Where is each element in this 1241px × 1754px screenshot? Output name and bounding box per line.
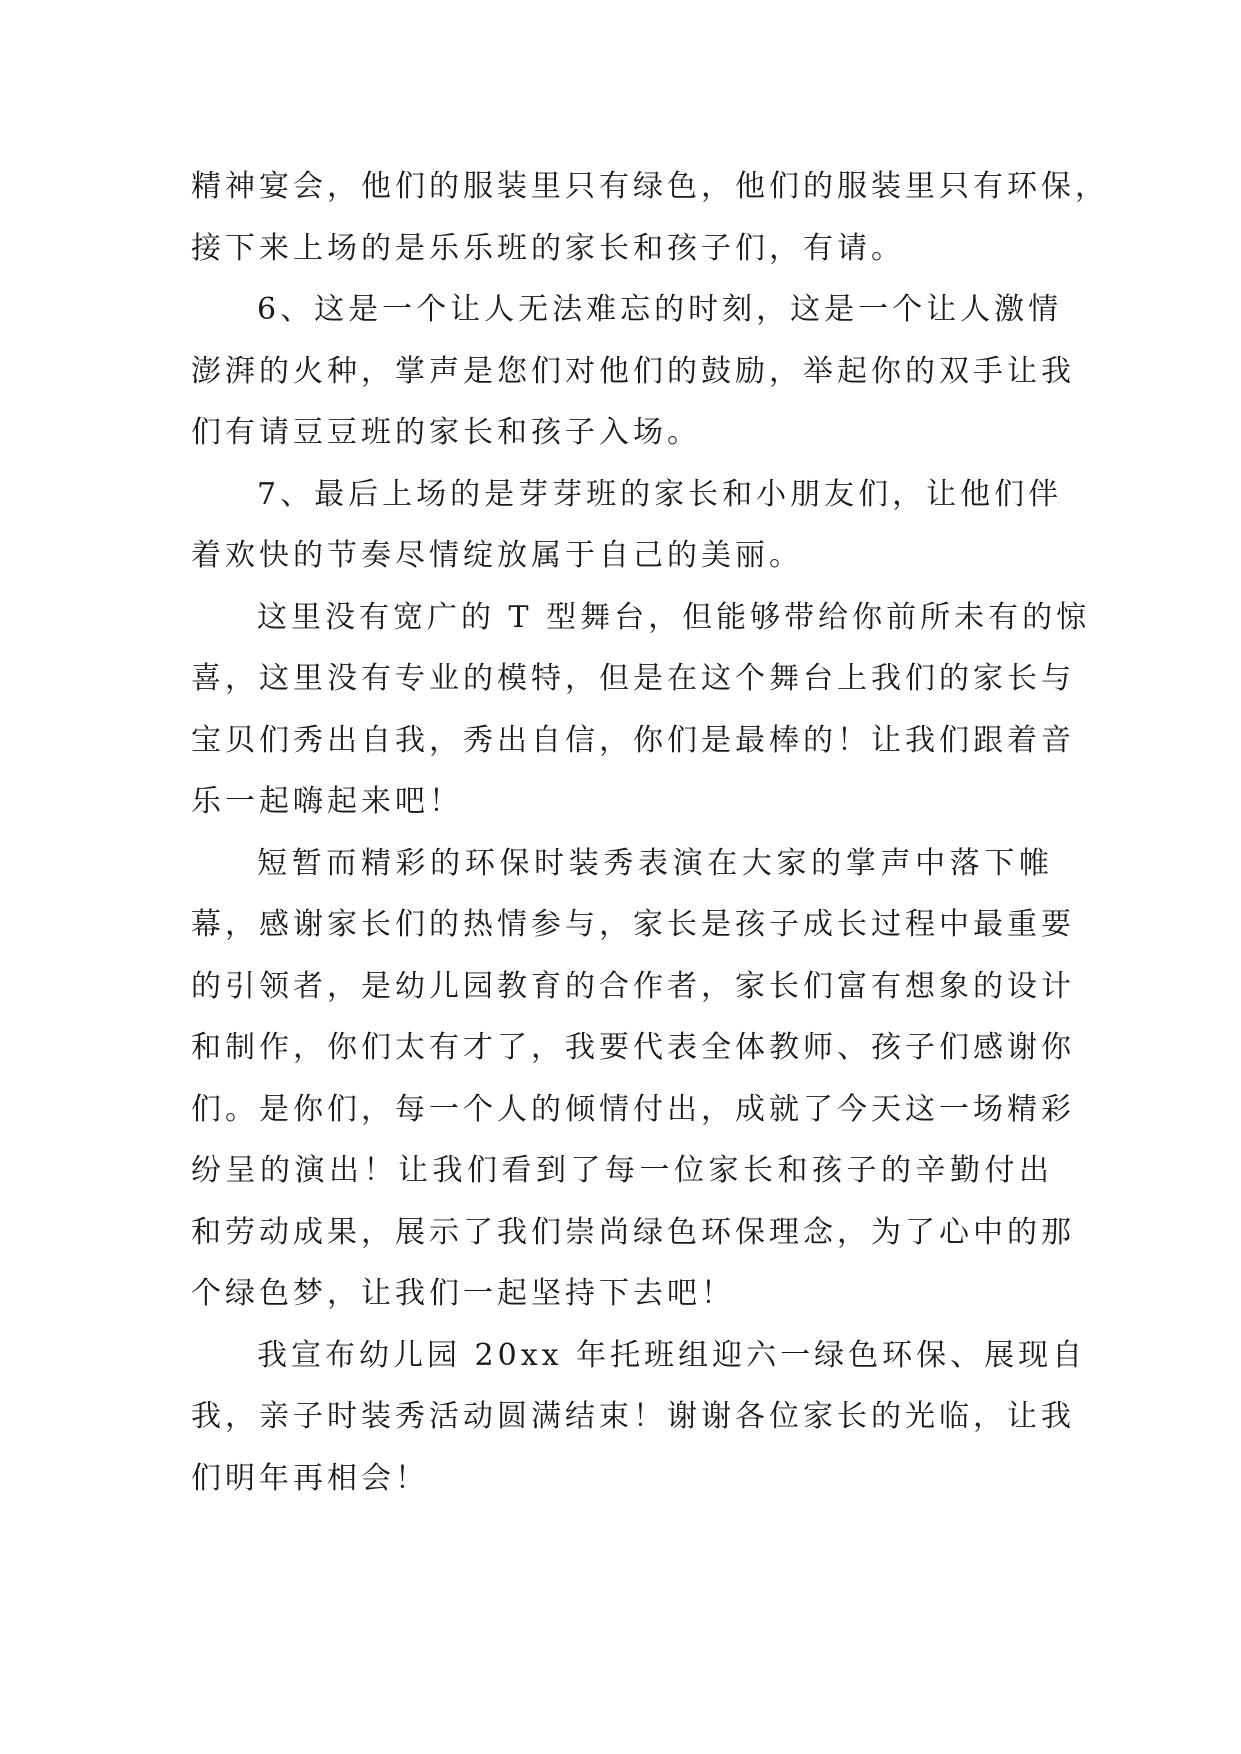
document-body (191, 156, 1109, 1509)
paragraph-item-6 (191, 279, 1075, 464)
text-line: 宝贝们秀出自我，秀出自信，你们是最棒的！让我们跟着音 (191, 722, 1075, 758)
text-line: 们有请豆豆班的家长和孩子入场。 (191, 415, 701, 450)
text-line: 短暂而精彩的环保时装秀表演在大家的掌声中落下帷 (257, 845, 1053, 881)
text-line: 精神宴会，他们的服装里只有绿色，他们的服装里只有环保， (191, 169, 1109, 204)
text-line: 着欢快的节奏尽情绽放属于自己的美丽。 (191, 538, 803, 573)
text-line: 7、最后上场的是芽芽班的家长和小朋友们，让他们伴 (257, 476, 1063, 512)
text-line: 这里没有宽广的 T 型舞台，但能够带给你前所未有的惊 (257, 599, 1091, 635)
text-line: 们明年再相会！ (191, 1460, 429, 1496)
text-line: 6、这是一个让人无法难忘的时刻，这是一个让人激情 (257, 292, 1063, 327)
text-line: 们。是你们，每一个人的倾情付出，成就了今天这一场精彩 (191, 1091, 1075, 1127)
text-line: 乐一起嗨起来吧！ (191, 784, 463, 819)
paragraph-stage (191, 587, 1091, 833)
paragraph-item-7 (191, 464, 1063, 587)
text-line: 我，亲子时装秀活动圆满结束！谢谢各位家长的光临，让我 (191, 1399, 1075, 1434)
text-line: 我宣布幼儿园 20xx 年托班组迎六一绿色环保、展现自 (257, 1337, 1087, 1373)
text-line: 和劳动成果，展示了我们崇尚绿色环保理念，为了心中的那 (191, 1214, 1075, 1250)
paragraph-continuation (191, 156, 1109, 279)
text-line: 接下来上场的是乐乐班的家长和孩子们，有请。 (191, 230, 905, 266)
text-line: 喜，这里没有专业的模特，但是在这个舞台上我们的家长与 (191, 661, 1075, 696)
paragraph-closing (191, 1325, 1087, 1510)
text-line: 澎湃的火种，掌声是您们对他们的鼓励，举起你的双手让我 (191, 353, 1075, 389)
text-line: 和制作，你们太有才了，我要代表全体教师、孩子们感谢你 (191, 1030, 1075, 1065)
text-line: 纷呈的演出！让我们看到了每一位家长和孩子的辛勤付出 (191, 1153, 1053, 1188)
text-line: 的引领者，是幼儿园教育的合作者，家长们富有想象的设计 (191, 968, 1075, 1004)
paragraph-thanks (191, 833, 1075, 1325)
text-line: 幕，感谢家长们的热情参与，家长是孩子成长过程中最重要 (191, 907, 1075, 942)
text-line: 个绿色梦，让我们一起坚持下去吧！ (191, 1276, 735, 1311)
